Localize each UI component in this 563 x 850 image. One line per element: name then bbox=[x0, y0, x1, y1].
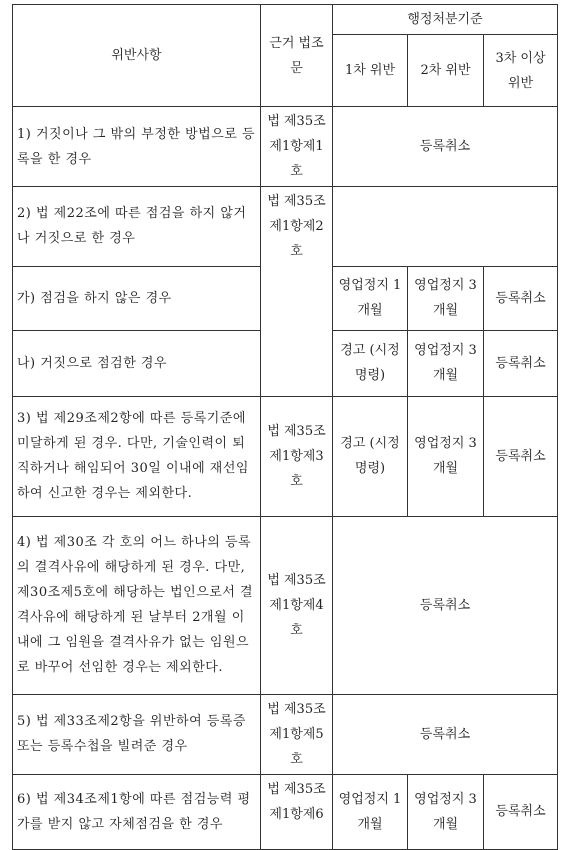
penalty-table bbox=[12, 4, 558, 850]
violation-cell: 나) 거짓으로 점검한 경우 bbox=[13, 330, 261, 396]
header-second: 2차 위반 bbox=[408, 35, 484, 107]
violation-cell: 6) 법 제34조제1항에 따른 점검능력 평가를 받지 않고 자체점검을 한 경우 bbox=[13, 774, 261, 849]
violation-cell: 가) 점검을 하지 않은 경우 bbox=[13, 266, 261, 330]
basis-cell bbox=[261, 266, 333, 330]
violation-cell: 3) 법 제29조제2항에 따른 등록기준에 미달하게 된 경우. 다만, 기술인력이 퇴직하거나 해임되어 30일 이내에 재선임하여 신고한 경우는 제외한다. bbox=[13, 396, 261, 516]
violation-cell: 1) 거짓이나 그 밖의 부정한 방법으로 등록을 한 경우 bbox=[13, 107, 261, 187]
penalty-cell: 등록취소 bbox=[333, 107, 558, 187]
basis-cell: 법 제35조 제1항제5호 bbox=[261, 694, 333, 774]
table-row bbox=[13, 516, 558, 694]
header-row-top bbox=[13, 5, 558, 35]
table-row bbox=[13, 396, 558, 516]
header-basis: 근거 법조문 bbox=[261, 5, 333, 107]
header-violation: 위반사항 bbox=[13, 5, 261, 107]
second-penalty-cell: 영업정지 3개월 bbox=[408, 774, 484, 849]
header-criteria: 행정처분기준 bbox=[333, 5, 558, 35]
table-row bbox=[13, 330, 558, 396]
basis-cell bbox=[261, 330, 333, 396]
third-penalty-cell: 등록취소 bbox=[484, 774, 558, 849]
basis-cell: 법 제35조 제1항제1호 bbox=[261, 107, 333, 187]
first-penalty-cell: 영업정지 1개월 bbox=[333, 774, 408, 849]
table-row bbox=[13, 107, 558, 187]
header-first: 1차 위반 bbox=[333, 35, 408, 107]
first-penalty-cell: 영업정지 1개월 bbox=[333, 266, 408, 330]
header-third: 3차 이상 위반 bbox=[484, 35, 558, 107]
penalty-cell: 등록취소 bbox=[333, 516, 558, 694]
penalty-cell bbox=[333, 187, 558, 267]
first-penalty-cell: 경고 (시정명령) bbox=[333, 330, 408, 396]
table-row bbox=[13, 774, 558, 849]
penalty-cell: 등록취소 bbox=[333, 694, 558, 774]
table-row bbox=[13, 266, 558, 330]
basis-cell: 법 제35조 제1항제3호 bbox=[261, 396, 333, 516]
first-penalty-cell: 경고 (시정명령) bbox=[333, 396, 408, 516]
violation-cell: 5) 법 제33조제2항을 위반하여 등록증 또는 등록수첩을 빌려준 경우 bbox=[13, 694, 261, 774]
basis-cell: 법 제35조 제1항제6 bbox=[261, 774, 333, 849]
violation-cell: 4) 법 제30조 각 호의 어느 하나의 등록의 결격사유에 해당하게 된 경우. 다만, 제30조제5호에 해당하는 법인으로서 결격사유에 해당하게 된 날부터 2개월 이내에 그 임원을 결격사유가 없는 임원으로 바꾸어 선임한 경우는 제외한다. bbox=[13, 516, 261, 694]
basis-cell: 법 제35조 제1항제2호 bbox=[261, 187, 333, 267]
table-row bbox=[13, 694, 558, 774]
table-row bbox=[13, 187, 558, 267]
violation-cell: 2) 법 제22조에 따른 점검을 하지 않거나 거짓으로 한 경우 bbox=[13, 187, 261, 267]
third-penalty-cell: 등록취소 bbox=[484, 396, 558, 516]
third-penalty-cell: 등록취소 bbox=[484, 330, 558, 396]
third-penalty-cell: 등록취소 bbox=[484, 266, 558, 330]
basis-cell: 법 제35조 제1항제4호 bbox=[261, 516, 333, 694]
second-penalty-cell: 영업정지 3개월 bbox=[408, 396, 484, 516]
second-penalty-cell: 영업정지 3개월 bbox=[408, 330, 484, 396]
second-penalty-cell: 영업정지 3개월 bbox=[408, 266, 484, 330]
